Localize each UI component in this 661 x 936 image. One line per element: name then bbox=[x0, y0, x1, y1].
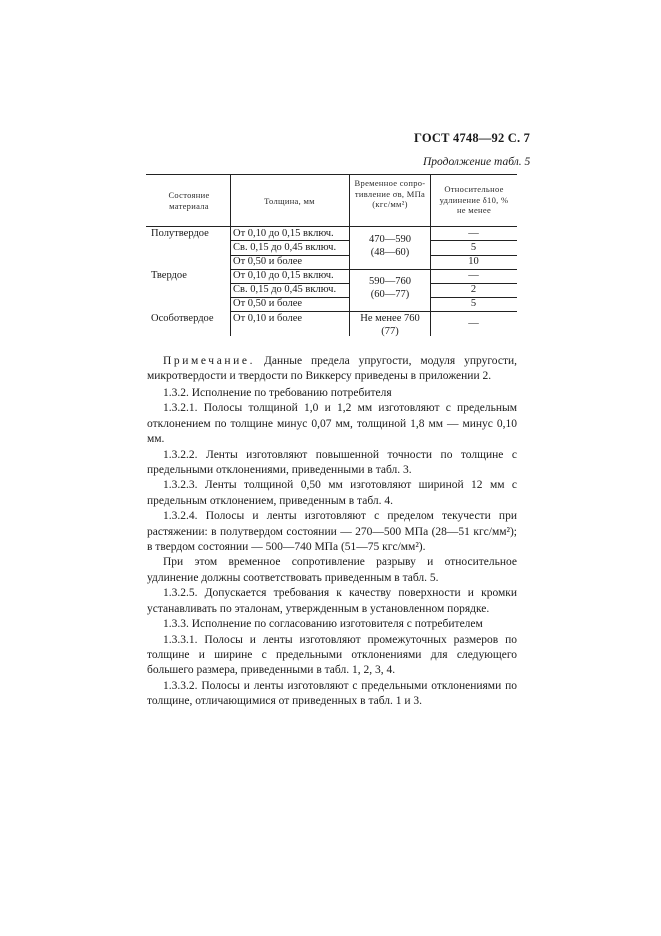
table-continuation-label: Продолжение табл. 5 bbox=[423, 156, 531, 168]
elongation-cell: — bbox=[468, 318, 479, 329]
paragraph: 1.3.2.4. Полосы и ленты изготовляют с пределом текучести при растяжении: в полутвердом состоянии — 270—500 МПа (28—51 кгс/мм²); в твердом состоянии — 500—740 МПа (51—75 кгс/мм²). bbox=[147, 510, 517, 554]
thickness-cell: Св. 0,15 до 0,45 включ. bbox=[233, 242, 337, 253]
elongation-cell: — bbox=[468, 228, 479, 239]
thickness-cell: От 0,10 и более bbox=[233, 313, 303, 324]
page-header: ГОСТ 4748—92 С. 7 bbox=[414, 131, 531, 145]
header-thickness: Толщина, мм bbox=[264, 196, 315, 206]
strength-cell: Не менее 760 (77) bbox=[360, 313, 420, 338]
paragraph: 1.3.2.3. Ленты толщиной 0,50 мм изготовляют шириной 12 мм с предельным отклонением, приведенным в табл. 4. bbox=[147, 479, 517, 507]
thickness-cell: От 0,10 до 0,15 включ. bbox=[233, 228, 334, 239]
header-elongation: Относительное удлинение δ10, % не менее bbox=[439, 184, 509, 216]
table-top-rule bbox=[146, 174, 517, 175]
paragraph: 1.3.2. Исполнение по требованию потребителя bbox=[163, 387, 392, 399]
body-text bbox=[147, 386, 517, 710]
note-label: Примечание. bbox=[163, 355, 256, 367]
properties-table bbox=[146, 174, 517, 336]
header-strength: Временное сопро- тивление σв, МПа (кгс/мм²) bbox=[354, 178, 426, 210]
state-cell: Полутвердое bbox=[151, 228, 209, 239]
thickness-cell: От 0,50 и более bbox=[233, 256, 303, 267]
column-rule bbox=[349, 174, 350, 336]
thickness-cell: Св. 0,15 до 0,45 включ. bbox=[233, 284, 337, 295]
elongation-cell: 5 bbox=[470, 242, 477, 253]
elongation-cell: — bbox=[468, 270, 479, 281]
note-text: Данные предела упругости, модуля упругости, микротвердости и твердости по Виккерсу приведены в приложении 2. bbox=[147, 355, 517, 383]
strength-cell: 470—590 (48—60) bbox=[369, 234, 411, 259]
state-cell: Твердое bbox=[151, 270, 187, 281]
paragraph: 1.3.2.1. Полосы толщиной 1,0 и 1,2 мм изготовляют с предельным отклонением по толщине минус 0,07 мм, толщиной 1,8 мм — минус 0,10 мм. bbox=[147, 402, 517, 446]
elongation-cell: 5 bbox=[470, 298, 477, 309]
thickness-cell: От 0,10 до 0,15 включ. bbox=[233, 270, 334, 281]
header-state: Состояние материала bbox=[168, 190, 210, 211]
paragraph: 1.3.3. Исполнение по согласованию изготовителя с потребителем bbox=[163, 618, 483, 631]
thickness-cell: От 0,50 и более bbox=[233, 298, 303, 309]
paragraph: При этом временное сопротивление разрыву и относительное удлинение должны соответствовать приведенным в табл. 5. bbox=[147, 556, 517, 584]
paragraph: 1.3.3.2. Полосы и ленты изготовляют с предельными отклонениями по толщине, отличающимися от приведенных в табл. 1 и 3. bbox=[147, 679, 517, 708]
paragraph: 1.3.2.2. Ленты изготовляют повышенной точности по толщине с предельными отклонениями, приведенными в табл. 3. bbox=[147, 448, 517, 477]
paragraph: 1.3.3.1. Полосы и ленты изготовляют промежуточных размеров по толщине и ширине с предельными отклонениями для следующего большего размера, приведенными в табл. 1, 2, 3, 4. bbox=[147, 633, 517, 677]
strength-cell: 590—760 (60—77) bbox=[369, 276, 411, 301]
elongation-cell: 2 bbox=[470, 284, 477, 295]
elongation-cell: 10 bbox=[468, 256, 479, 267]
state-cell: Особотвердое bbox=[151, 313, 214, 324]
table-note bbox=[147, 354, 517, 385]
paragraph: 1.3.2.5. Допускается требования к качеству поверхности и кромки устанавливать по эталонам, утвержденным в установленном порядке. bbox=[147, 587, 517, 615]
